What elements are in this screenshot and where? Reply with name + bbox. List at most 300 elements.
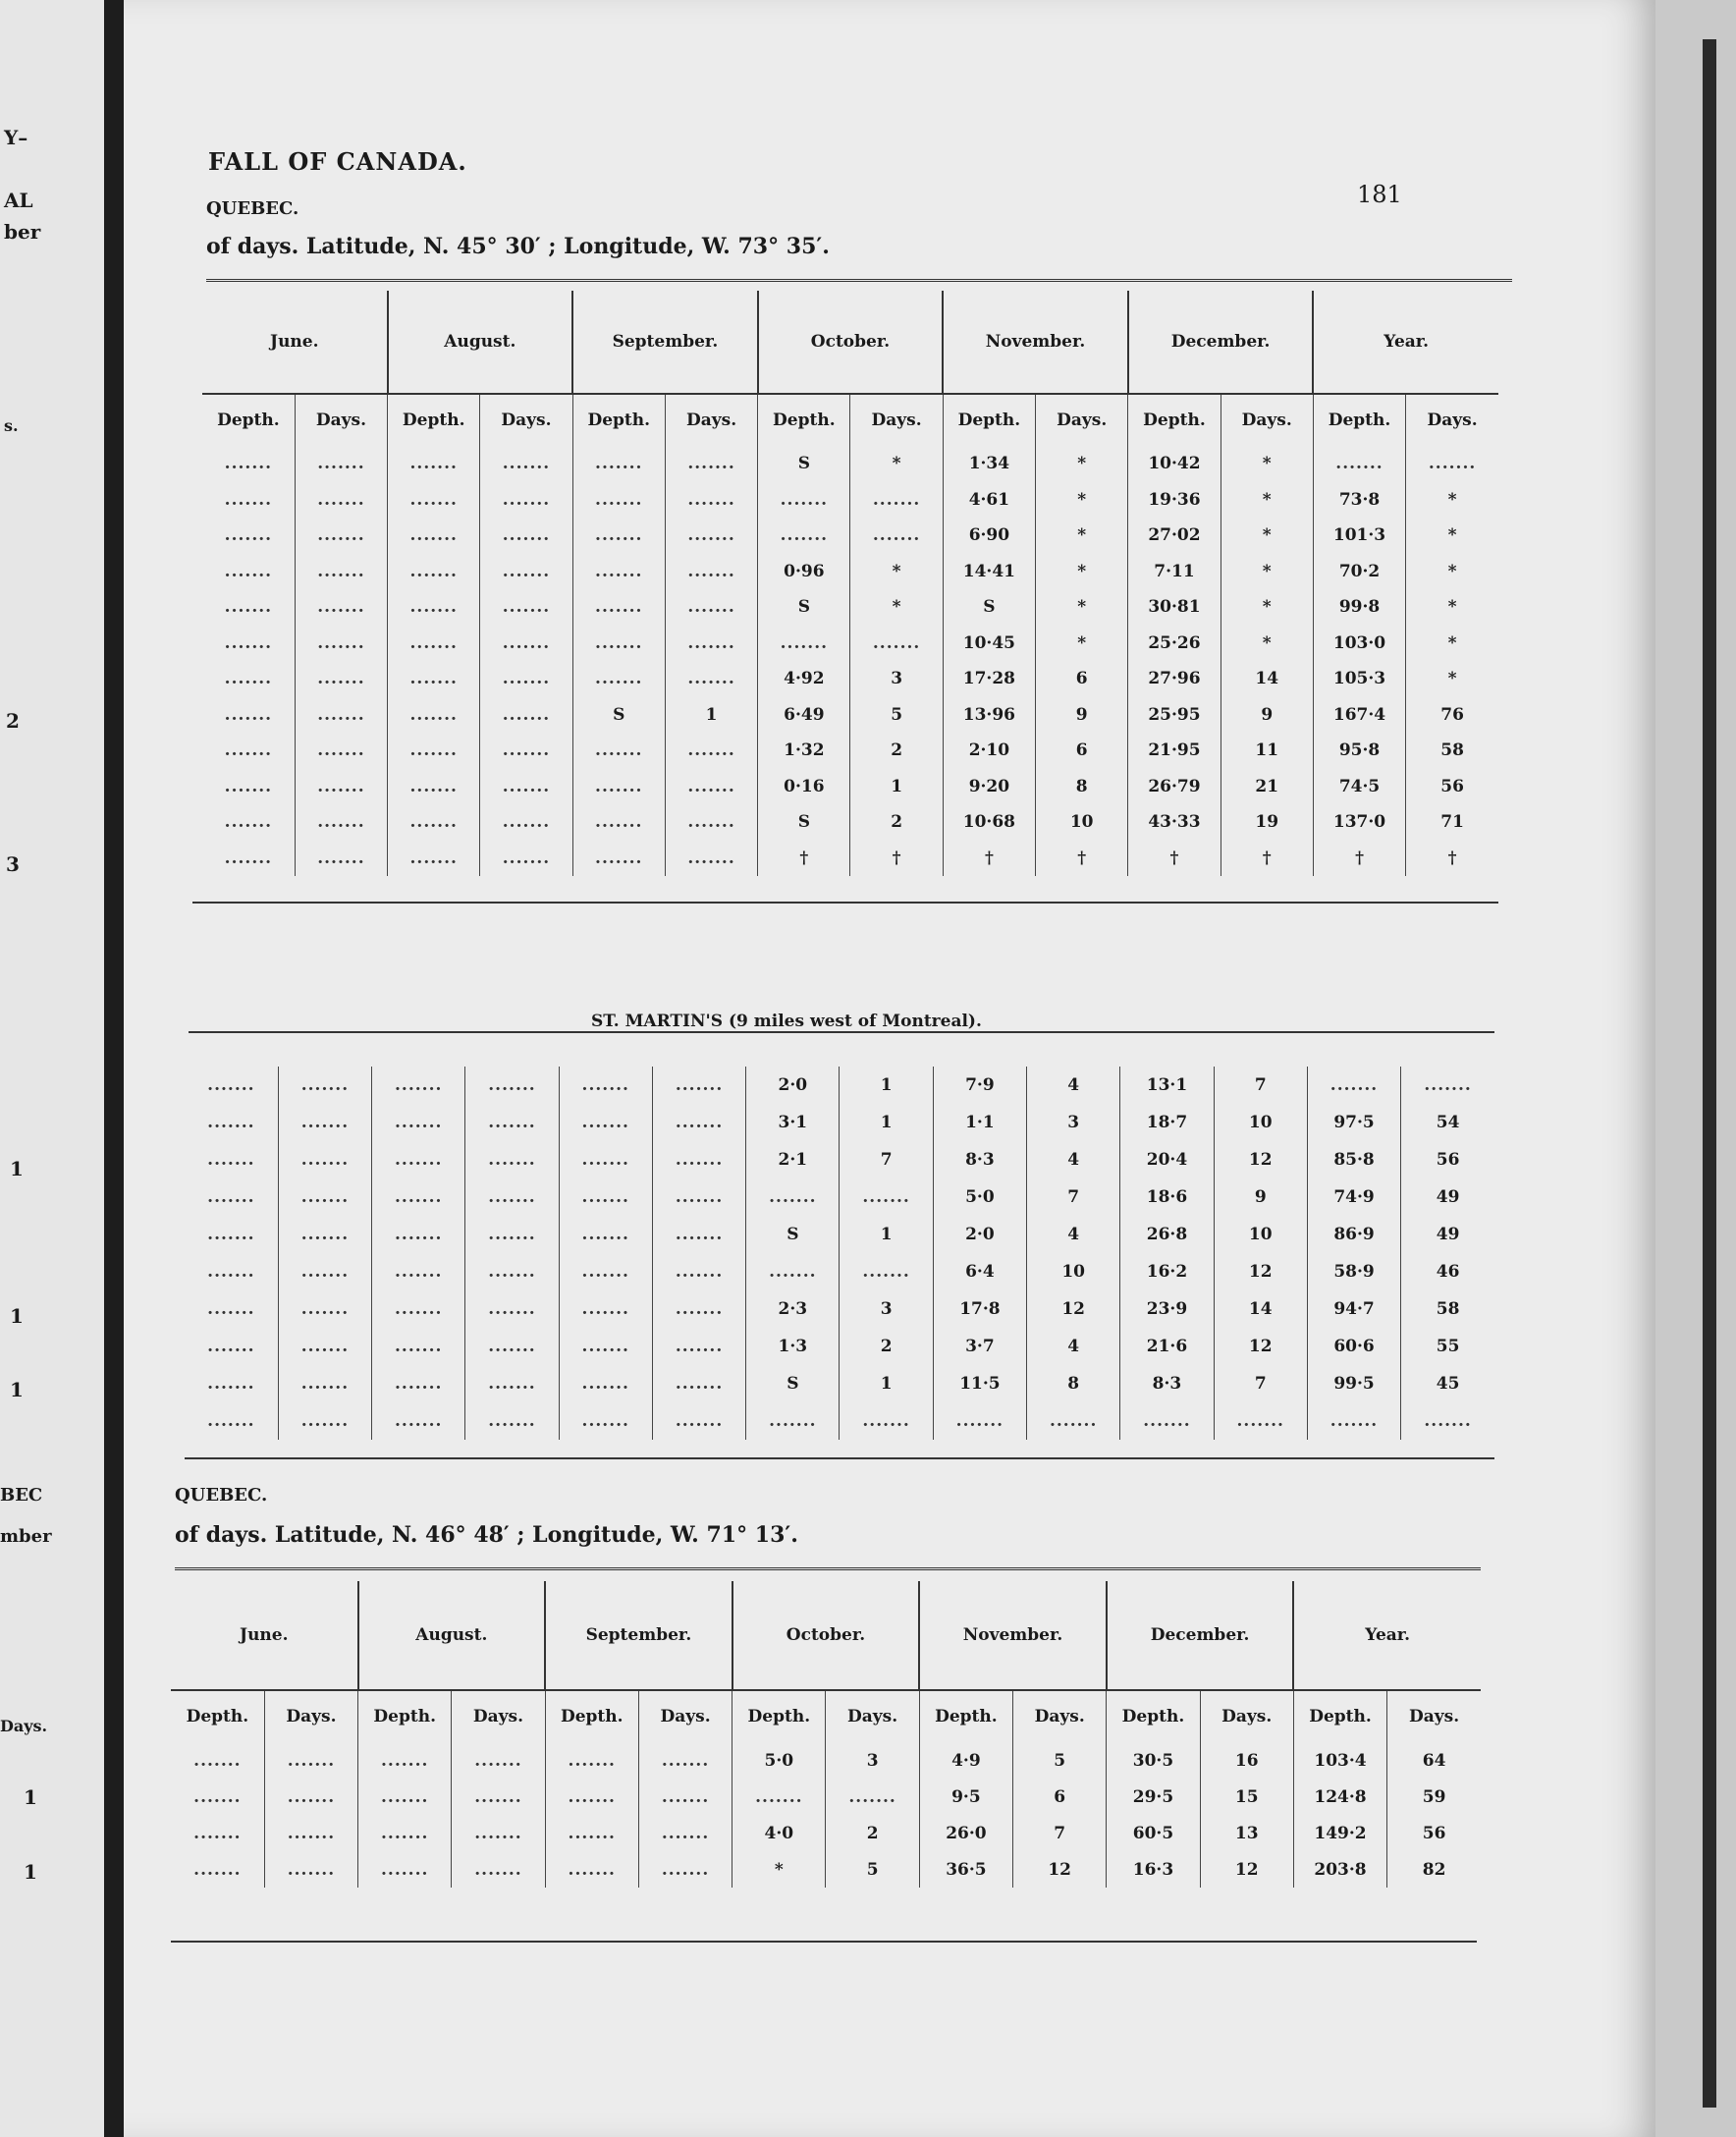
table-cell [278,1328,371,1365]
table-cell: * [1036,554,1128,590]
table-row [202,661,1498,697]
table-cell [202,554,295,590]
table-cell: 10 [1036,804,1128,841]
table-cell [202,697,295,734]
column-header-days: Days. [264,1690,357,1742]
table-row [171,1742,1481,1779]
table-cell [295,769,387,805]
table-cell [559,1104,652,1141]
column-header-depth: Depth. [358,1690,452,1742]
table-cell [746,1253,840,1290]
table-cell [465,1178,559,1216]
table-row [202,554,1498,590]
table-cell: 85·8 [1307,1141,1400,1178]
table-cell: 16 [1200,1742,1293,1779]
table-cell: 2·3 [746,1290,840,1328]
table-cell: 105·3 [1313,661,1405,697]
table-cell: 4 [1027,1216,1120,1253]
table-cell [278,1402,371,1440]
table-cell: 10 [1027,1253,1120,1290]
left-fragment: AL [4,189,33,212]
table-cell: 7·11 [1128,554,1221,590]
table-cell: 14·41 [943,554,1035,590]
table-cell [572,841,665,877]
column-header-depth: Depth. [545,1690,638,1742]
table-cell [572,482,665,519]
table-cell: 10·68 [943,804,1035,841]
table-cell: 70·2 [1313,554,1405,590]
table-cell [840,1178,933,1216]
table-cell: 30·5 [1107,1742,1200,1779]
table-cell: 2 [826,1815,919,1851]
table-cell [185,1328,278,1365]
table-cell [665,482,757,519]
table-cell: 55 [1436,1337,1460,1356]
table-cell: 17·28 [943,661,1035,697]
column-header-depth: Depth. [171,1690,264,1742]
page-number: 181 [1357,181,1402,208]
month-header-november: November. [919,1581,1107,1690]
table-cell [480,589,572,626]
table-cell: 3 [840,1290,933,1328]
table-cell: * [1221,626,1313,662]
table-cell [358,1779,452,1815]
table-cell [452,1742,545,1779]
table-cell [572,661,665,697]
table-cell: 0·96 [758,554,850,590]
table-cell [295,589,387,626]
column-header-days: Days. [452,1690,545,1742]
table-cell [388,446,480,482]
table-cell [638,1779,732,1815]
quebec-montreal-table [202,291,1498,876]
table-cell: 103·0 [1313,626,1405,662]
table-cell [665,841,757,877]
table-cell [295,697,387,734]
table-cell: 4 [1027,1067,1120,1104]
table-cell [452,1779,545,1815]
table-cell [372,1365,465,1402]
table-cell [652,1328,745,1365]
table-cell [850,482,943,519]
table-cell [465,1328,559,1365]
table-cell: 1·34 [943,446,1035,482]
table-cell [185,1104,278,1141]
table-cell: 1 [850,769,943,805]
table-cell: * [1036,626,1128,662]
table-cell: 1 [840,1104,933,1141]
running-title: FALL OF CANADA. [208,147,467,176]
table-cell: 8·3 [1120,1365,1214,1402]
table-cell: 27·02 [1128,518,1221,554]
table-cell [465,1253,559,1290]
table-cell: 15 [1200,1779,1293,1815]
table-row [185,1067,1494,1104]
table-cell: 21·6 [1120,1328,1214,1365]
table-cell: * [1221,554,1313,590]
table-cell [545,1851,638,1888]
table-cell [652,1141,745,1178]
table-cell [185,1216,278,1253]
table-cell [480,769,572,805]
table-cell [388,554,480,590]
table-cell: 82 [1422,1859,1446,1880]
table-cell: 58 [1436,1299,1460,1319]
table-cell: 27·96 [1128,661,1221,697]
table-cell [638,1851,732,1888]
table-cell: 9 [1214,1178,1307,1216]
table-cell: 2 [850,733,943,769]
table-cell [372,1141,465,1178]
table2-bottom-rule [185,1457,1494,1459]
table-cell [372,1067,465,1104]
table-cell: 1 [840,1216,933,1253]
table-cell: 6 [1036,733,1128,769]
table-cell: * [850,554,943,590]
table-cell: † [943,841,1035,877]
table-cell: 12 [1200,1851,1293,1888]
table-row [202,804,1498,841]
table-cell: 5 [826,1851,919,1888]
table-cell: 103·4 [1293,1742,1386,1779]
table-row [202,626,1498,662]
table-cell [185,1402,278,1440]
table-cell [358,1815,452,1851]
table-cell [665,661,757,697]
table-cell: 10 [1214,1104,1307,1141]
table-cell: 16·3 [1107,1851,1200,1888]
table-cell: 7 [840,1141,933,1178]
table-cell [185,1141,278,1178]
table-cell: 2·0 [933,1216,1026,1253]
column-header-days: Days. [295,394,387,446]
table-cell [758,482,850,519]
table-cell: 12 [1027,1290,1120,1328]
table-cell: * [1447,632,1457,653]
table-row [202,697,1498,734]
table-cell [638,1815,732,1851]
table-cell: 58·9 [1307,1253,1400,1290]
table-cell: 4·61 [943,482,1035,519]
table-cell [295,446,387,482]
table-cell [638,1742,732,1779]
table-cell: 19·36 [1128,482,1221,519]
table-cell [840,1253,933,1290]
left-fragment: Y– [4,126,28,149]
column-header-days: Days. [1387,1690,1481,1742]
table-cell: 10·45 [943,626,1035,662]
table3-top-rule [175,1567,1481,1570]
table-cell: * [1221,482,1313,519]
table-cell: 60·5 [1107,1815,1200,1851]
table-cell [171,1815,264,1851]
table-cell [1214,1402,1307,1440]
table-cell [372,1178,465,1216]
left-fragment: mber [0,1526,52,1547]
table-row [202,518,1498,554]
table-cell: 9 [1221,697,1313,734]
left-fragment: BEC [0,1485,43,1506]
table-cell [202,518,295,554]
table-cell: * [1447,525,1457,546]
table-cell [295,733,387,769]
table-cell: 14 [1214,1290,1307,1328]
table-cell [559,1365,652,1402]
table-cell: 30·81 [1128,589,1221,626]
table-cell: 101·3 [1313,518,1405,554]
table-cell [264,1815,357,1851]
table-cell [1027,1402,1120,1440]
table-cell: 43·33 [1128,804,1221,841]
table-cell: 14 [1221,661,1313,697]
table-cell [652,1067,745,1104]
table-cell: 7 [1013,1815,1107,1851]
section1-subtitle: of days. Latitude, N. 45° 30′ ; Longitude, W. 73° 35′. [206,234,830,259]
table-cell: 45 [1436,1374,1460,1394]
month-header-june: June. [202,291,388,394]
table-cell: 1 [665,697,757,734]
table-cell: 56 [1436,1150,1460,1170]
table-cell: 9·20 [943,769,1035,805]
table-cell [1401,1067,1494,1104]
column-header-depth: Depth. [1313,394,1405,446]
table-cell: 17·8 [933,1290,1026,1328]
table-cell: 76 [1440,704,1464,725]
month-header-october: October. [758,291,944,394]
table-cell [665,518,757,554]
table-cell: 10·42 [1128,446,1221,482]
table-cell [572,733,665,769]
table-row [202,733,1498,769]
table-cell [572,769,665,805]
table-cell: 26·0 [919,1815,1012,1851]
table-cell: 56 [1440,776,1464,796]
table-cell: * [1447,597,1457,618]
table-row [171,1851,1481,1888]
table-cell [295,482,387,519]
table-row [185,1253,1494,1290]
column-header-days: Days. [1200,1690,1293,1742]
table-cell: 13·1 [1120,1067,1214,1104]
table-cell: 8 [1036,769,1128,805]
table-cell [465,1402,559,1440]
table-cell [372,1290,465,1328]
table-cell: 21·95 [1128,733,1221,769]
table-cell: 73·8 [1313,482,1405,519]
table-cell [202,841,295,877]
table-cell [545,1779,638,1815]
table-cell [295,518,387,554]
table-cell [264,1779,357,1815]
table-cell [572,626,665,662]
table-cell [465,1290,559,1328]
column-header-days: Days. [480,394,572,446]
table-cell [850,518,943,554]
left-fragment: 2 [6,709,20,733]
section3-region: QUEBEC. [175,1485,268,1506]
table-cell [652,1365,745,1402]
top-rule [206,279,1512,282]
table-row [185,1290,1494,1328]
table-row [185,1365,1494,1402]
table-cell [264,1742,357,1779]
table-row [171,1779,1481,1815]
table-cell: * [850,589,943,626]
table-cell [652,1216,745,1253]
table-cell [665,446,757,482]
table-cell: 3 [1027,1104,1120,1141]
table-cell: † [1128,841,1221,877]
table-cell: S [746,1365,840,1402]
table-cell [480,518,572,554]
table-cell [480,626,572,662]
table-cell [465,1067,559,1104]
table1-bottom-rule [192,902,1498,904]
table-cell: 2 [840,1328,933,1365]
table-cell [278,1067,371,1104]
table-cell: S [572,697,665,734]
table-cell: 25·26 [1128,626,1221,662]
table-cell: 7 [1027,1178,1120,1216]
table-cell: 25·95 [1128,697,1221,734]
month-header-september: September. [545,1581,732,1690]
table-cell: 11·5 [933,1365,1026,1402]
table-cell: 4 [1027,1328,1120,1365]
table-cell: 13·96 [943,697,1035,734]
table-cell: 3·7 [933,1328,1026,1365]
table-row [202,446,1498,482]
table-cell [559,1290,652,1328]
table-cell [388,733,480,769]
table-row [185,1402,1494,1440]
column-header-depth: Depth. [572,394,665,446]
table-cell: * [732,1851,826,1888]
table-cell [185,1290,278,1328]
column-header-depth: Depth. [1107,1690,1200,1742]
table-cell [202,733,295,769]
column-header-depth: Depth. [732,1690,826,1742]
column-header-days: Days. [1406,394,1498,446]
table-cell: 74·5 [1313,769,1405,805]
table-cell: 3 [850,661,943,697]
table-cell: 49 [1436,1225,1460,1244]
table-cell: S [746,1216,840,1253]
table-cell [572,446,665,482]
table-row [202,841,1498,877]
table-cell: 64 [1422,1750,1446,1771]
table-cell: 6·49 [758,697,850,734]
table-cell: 60·6 [1307,1328,1400,1365]
table-cell: 9·5 [919,1779,1012,1815]
table-cell [465,1141,559,1178]
table-row [202,482,1498,519]
month-header-december: December. [1128,291,1314,394]
table-cell [480,697,572,734]
table-cell [171,1742,264,1779]
table-cell [278,1253,371,1290]
table-cell [652,1178,745,1216]
table-cell: 74·9 [1307,1178,1400,1216]
table-cell: 18·6 [1120,1178,1214,1216]
table-cell: * [1447,489,1457,510]
table-cell: 2 [850,804,943,841]
table-cell [295,554,387,590]
table-cell [202,482,295,519]
table-cell: S [758,589,850,626]
table-cell [840,1402,933,1440]
table-cell [850,626,943,662]
table-cell: 7 [1214,1365,1307,1402]
table-cell [278,1178,371,1216]
section1-region: QUEBEC. [206,198,299,219]
table-cell: * [1036,446,1128,482]
table-cell: 12 [1214,1141,1307,1178]
table-cell [559,1141,652,1178]
table-cell: * [1221,446,1313,482]
table-cell: * [1036,518,1128,554]
table-cell [665,804,757,841]
table-row [185,1104,1494,1141]
column-header-depth: Depth. [919,1690,1012,1742]
table-cell [480,661,572,697]
table-cell [202,769,295,805]
table-row [171,1815,1481,1851]
table-cell [202,626,295,662]
table-cell [372,1104,465,1141]
table-cell: 4·0 [732,1815,826,1851]
table-cell: † [1313,841,1405,877]
table-cell: 4·9 [919,1742,1012,1779]
table-cell: 21 [1221,769,1313,805]
st-martins-table [185,1067,1494,1440]
table-cell [278,1216,371,1253]
table-cell: 54 [1436,1113,1460,1132]
table-cell: † [1447,848,1457,868]
table-cell: 5 [850,697,943,734]
table-cell [732,1779,826,1815]
table-cell [559,1402,652,1440]
table-cell [388,518,480,554]
table-cell [465,1365,559,1402]
table-cell [746,1402,840,1440]
table-cell [480,804,572,841]
table-cell [202,661,295,697]
table-cell [480,733,572,769]
table-cell: 149·2 [1293,1815,1386,1851]
table-row [185,1328,1494,1365]
left-fragment: Days. [0,1717,48,1735]
table-cell [572,554,665,590]
table-cell: † [1221,841,1313,877]
table-cell: 4 [1027,1141,1120,1178]
table-cell [1406,446,1498,482]
table-cell: 23·9 [1120,1290,1214,1328]
table-cell: 26·79 [1128,769,1221,805]
table-cell [665,733,757,769]
column-header-days: Days. [638,1690,732,1742]
table-cell [388,626,480,662]
table-cell: 18·7 [1120,1104,1214,1141]
table-cell: † [1036,841,1128,877]
table-cell: 6·90 [943,518,1035,554]
table-cell [933,1402,1026,1440]
table-cell: 29·5 [1107,1779,1200,1815]
column-header-days: Days. [1221,394,1313,446]
table-cell [652,1290,745,1328]
table-cell [388,589,480,626]
table-cell: * [1036,589,1128,626]
table-cell [665,589,757,626]
